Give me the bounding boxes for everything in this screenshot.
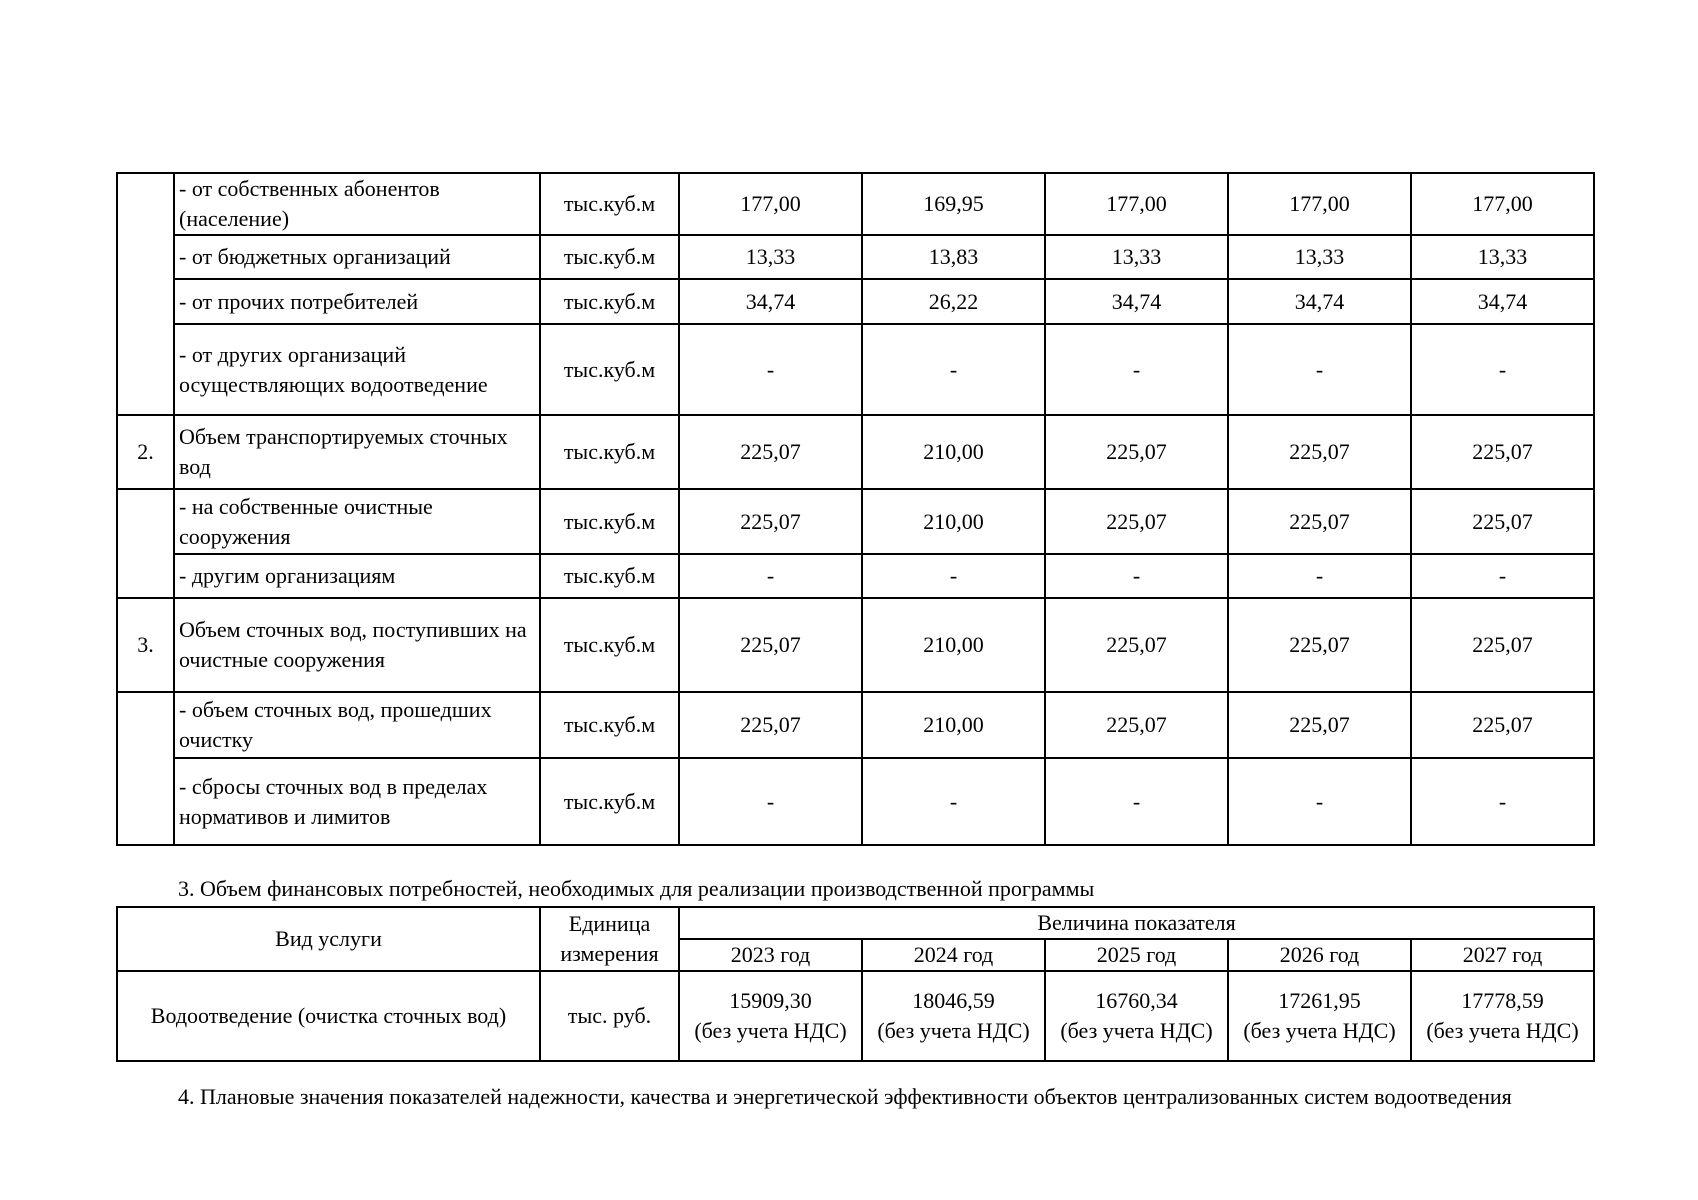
- value-2026: 225,07: [1228, 415, 1411, 489]
- amount-value: 18046,59: [912, 988, 995, 1013]
- value-2026: 225,07: [1228, 598, 1411, 692]
- amount-2023: [679, 971, 862, 1061]
- table-row: [117, 235, 1594, 279]
- row-number: [117, 692, 174, 845]
- value-2027: 225,07: [1411, 415, 1594, 489]
- amount-value: 17261,95: [1278, 988, 1361, 1013]
- table-row: [117, 692, 1594, 758]
- financial-needs-table: [116, 906, 1595, 1062]
- table-row: [117, 598, 1594, 692]
- value-2025: 225,07: [1045, 489, 1228, 554]
- row-unit: тыс.куб.м: [540, 235, 679, 279]
- table-header-row: [117, 907, 1594, 939]
- value-2025: 225,07: [1045, 692, 1228, 758]
- header-service: Вид услуги: [117, 907, 540, 971]
- vat-note: (без учета НДС): [877, 1018, 1030, 1043]
- value-2023: 225,07: [679, 598, 862, 692]
- header-value: Величина показателя: [679, 907, 1594, 939]
- row-number: [117, 489, 174, 598]
- amount-2024: [862, 971, 1045, 1061]
- service-name: Водоотведение (очистка сточных вод): [117, 971, 540, 1061]
- value-2026: 13,33: [1228, 235, 1411, 279]
- value-2024: -: [862, 324, 1045, 415]
- row-unit: тыс.куб.м: [540, 279, 679, 324]
- row-label: - сбросы сточных вод в пределах нормативов и лимитов: [174, 758, 540, 845]
- vat-note: (без учета НДС): [1243, 1018, 1396, 1043]
- vat-note: (без учета НДС): [1060, 1018, 1213, 1043]
- value-2027: 225,07: [1411, 489, 1594, 554]
- amount-2026: [1228, 971, 1411, 1061]
- value-2025: 13,33: [1045, 235, 1228, 279]
- row-label: Объем транспортируемых сточных вод: [174, 415, 540, 489]
- value-2025: -: [1045, 554, 1228, 598]
- section-3-heading: 3. Объем финансовых потребностей, необходимых для реализации производственной программы: [178, 876, 1095, 901]
- value-2027: -: [1411, 758, 1594, 845]
- value-2025: -: [1045, 758, 1228, 845]
- row-label: - от других организаций осуществляющих водоотведение: [174, 324, 540, 415]
- value-2026: 177,00: [1228, 173, 1411, 235]
- value-2025: 34,74: [1045, 279, 1228, 324]
- row-unit: тыс.куб.м: [540, 554, 679, 598]
- value-2024: 210,00: [862, 598, 1045, 692]
- table-row: [117, 415, 1594, 489]
- value-2024: -: [862, 758, 1045, 845]
- amount-value: 17778,59: [1461, 988, 1544, 1013]
- header-year-2025: 2025 год: [1045, 939, 1228, 971]
- row-number: 3.: [117, 598, 174, 692]
- value-2026: -: [1228, 324, 1411, 415]
- value-2027: -: [1411, 324, 1594, 415]
- value-2025: -: [1045, 324, 1228, 415]
- production-volume-table: [116, 172, 1595, 846]
- value-2025: 225,07: [1045, 415, 1228, 489]
- value-2024: 26,22: [862, 279, 1045, 324]
- row-label: - объем сточных вод, прошедших очистку: [174, 692, 540, 758]
- value-2023: 177,00: [679, 173, 862, 235]
- header-year-2024: 2024 год: [862, 939, 1045, 971]
- amount-2025: [1045, 971, 1228, 1061]
- row-unit: тыс.куб.м: [540, 489, 679, 554]
- value-2025: 177,00: [1045, 173, 1228, 235]
- vat-note: (без учета НДС): [1426, 1018, 1579, 1043]
- value-2027: 225,07: [1411, 692, 1594, 758]
- value-2023: 225,07: [679, 489, 862, 554]
- table-row: [117, 758, 1594, 845]
- value-2027: 13,33: [1411, 235, 1594, 279]
- header-unit: Единица измерения: [540, 907, 679, 971]
- value-2027: 225,07: [1411, 598, 1594, 692]
- row-label: - от собственных абонентов (население): [174, 173, 540, 235]
- header-year-2027: 2027 год: [1411, 939, 1594, 971]
- value-2024: 210,00: [862, 489, 1045, 554]
- row-unit: тыс.куб.м: [540, 598, 679, 692]
- table-row: [117, 173, 1594, 235]
- service-unit: тыс. руб.: [540, 971, 679, 1061]
- value-2023: 225,07: [679, 415, 862, 489]
- value-2023: -: [679, 758, 862, 845]
- value-2024: 210,00: [862, 692, 1045, 758]
- amount-value: 15909,30: [729, 988, 812, 1013]
- value-2026: 225,07: [1228, 489, 1411, 554]
- row-label: - от бюджетных организаций: [174, 235, 540, 279]
- table-row: [117, 971, 1594, 1061]
- row-unit: тыс.куб.м: [540, 758, 679, 845]
- header-year-2023: 2023 год: [679, 939, 862, 971]
- table-row: [117, 279, 1594, 324]
- row-number: [117, 173, 174, 415]
- header-year-2026: 2026 год: [1228, 939, 1411, 971]
- value-2023: 34,74: [679, 279, 862, 324]
- row-unit: тыс.куб.м: [540, 173, 679, 235]
- value-2024: -: [862, 554, 1045, 598]
- value-2026: -: [1228, 554, 1411, 598]
- row-label: - на собственные очистные сооружения: [174, 489, 540, 554]
- value-2023: -: [679, 554, 862, 598]
- table-row: [117, 554, 1594, 598]
- row-number: 2.: [117, 415, 174, 489]
- table-row: [117, 324, 1594, 415]
- vat-note: (без учета НДС): [694, 1018, 847, 1043]
- row-label: - другим организациям: [174, 554, 540, 598]
- value-2027: 177,00: [1411, 173, 1594, 235]
- value-2027: -: [1411, 554, 1594, 598]
- value-2027: 34,74: [1411, 279, 1594, 324]
- value-2026: 34,74: [1228, 279, 1411, 324]
- table-row: [117, 489, 1594, 554]
- value-2024: 169,95: [862, 173, 1045, 235]
- section-4-heading: 4. Плановые значения показателей надежности, качества и энергетической эффективности объектов централизованных систем водоотведения: [178, 1084, 1512, 1109]
- value-2024: 13,83: [862, 235, 1045, 279]
- row-label: - от прочих потребителей: [174, 279, 540, 324]
- amount-value: 16760,34: [1095, 988, 1178, 1013]
- row-unit: тыс.куб.м: [540, 692, 679, 758]
- amount-2027: [1411, 971, 1594, 1061]
- value-2023: -: [679, 324, 862, 415]
- value-2023: 225,07: [679, 692, 862, 758]
- row-unit: тыс.куб.м: [540, 415, 679, 489]
- value-2024: 210,00: [862, 415, 1045, 489]
- value-2026: -: [1228, 758, 1411, 845]
- value-2026: 225,07: [1228, 692, 1411, 758]
- row-unit: тыс.куб.м: [540, 324, 679, 415]
- value-2025: 225,07: [1045, 598, 1228, 692]
- value-2023: 13,33: [679, 235, 862, 279]
- row-label: Объем сточных вод, поступивших на очистные сооружения: [174, 598, 540, 692]
